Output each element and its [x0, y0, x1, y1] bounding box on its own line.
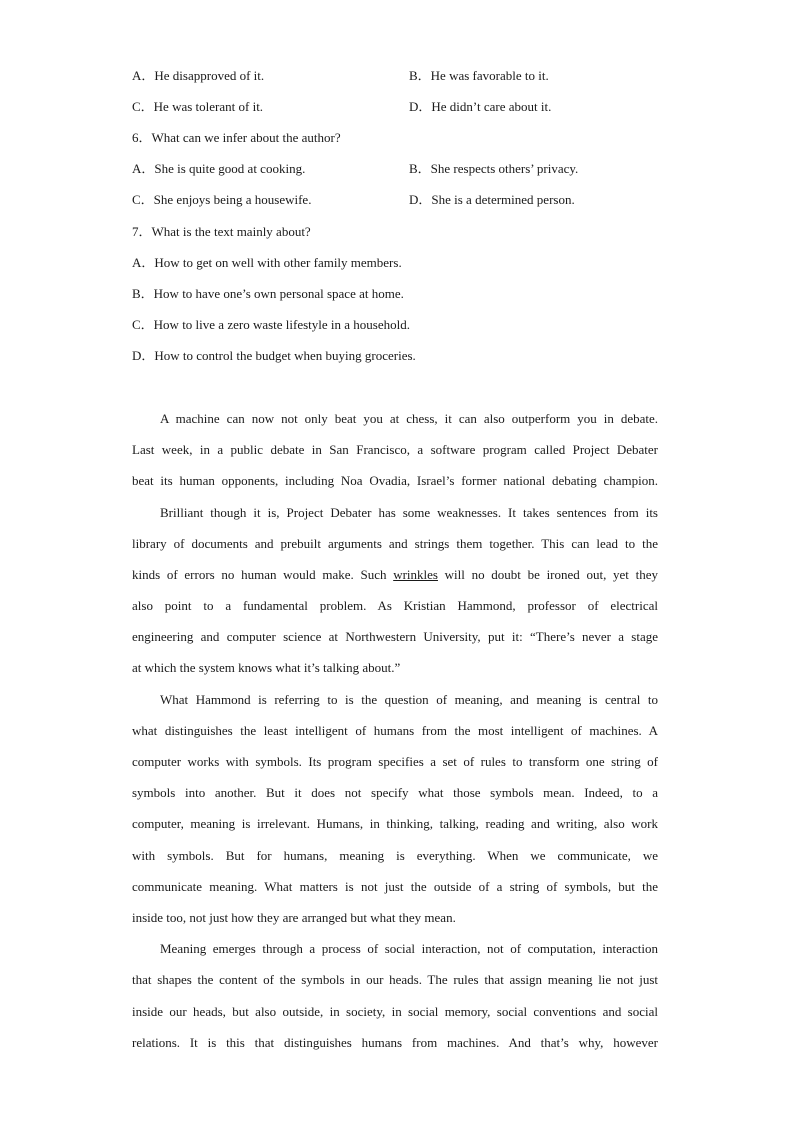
passage-p3-line: computer works with symbols. Its program specifies a set of rules to transform one string of	[132, 754, 658, 769]
q5-option-a: A．He disapproved of it.	[132, 68, 265, 83]
passage-p4-line: that shapes the content of the symbols in our heads. The rules that assign meaning lie not just	[132, 972, 658, 987]
q6-option-c: C．She enjoys being a housewife.	[132, 192, 312, 207]
q5-option-d: D．He didn’t care about it.	[409, 99, 552, 114]
q7-stem: 7．What is the text mainly about?	[132, 224, 311, 239]
passage-p4-line: relations. It is this that distinguishes humans from machines. And that’s why, however	[132, 1035, 658, 1050]
passage-p3-line: computer, meaning is irrelevant. Humans, in thinking, talking, reading and writing, also work	[132, 816, 658, 831]
passage-p3-line: what distinguishes the least intelligent of humans from the most intelligent of machines. A	[132, 723, 658, 738]
passage-p2-line: at which the system knows what it’s talking about.”	[132, 660, 401, 675]
passage-p3-line: communicate meaning. What matters is not just the outside of a string of symbols, but the	[132, 879, 658, 894]
passage-p2-line: also point to a fundamental problem. As Kristian Hammond, professor of electrical	[132, 598, 658, 613]
passage-p1-line: Last week, in a public debate in San Francisco, a software program called Project Debater	[132, 442, 658, 457]
passage-p4-line: Meaning emerges through a process of social interaction, not of computation, interaction	[160, 941, 658, 956]
passage-p2-line: library of documents and prebuilt arguments and strings them together. This can lead to the	[132, 536, 658, 551]
passage-p3-line: symbols into another. But it does not specify what those symbols mean. Indeed, to a	[132, 785, 658, 800]
q7-option-c: C．How to live a zero waste lifestyle in a household.	[132, 317, 410, 332]
q7-option-b: B．How to have one’s own personal space at home.	[132, 286, 404, 301]
underlined-word-wrinkles: wrinkles	[393, 567, 438, 582]
q6-option-d: D．She is a determined person.	[409, 192, 575, 207]
passage-p3-line: What Hammond is referring to is the question of meaning, and meaning is central to	[160, 692, 658, 707]
q5-option-c: C．He was tolerant of it.	[132, 99, 264, 114]
passage-p3-line: inside too, not just how they are arranged but what they mean.	[132, 910, 456, 925]
passage-p3-line: with symbols. But for humans, meaning is everything. When we communicate, we	[132, 848, 658, 863]
passage-p2-line: Brilliant though it is, Project Debater has some weaknesses. It takes sentences from its	[160, 505, 658, 520]
q6-option-a: A．She is quite good at cooking.	[132, 161, 306, 176]
q6-option-b: B．She respects others’ privacy.	[409, 161, 579, 176]
q5-option-b: B．He was favorable to it.	[409, 68, 549, 83]
passage-p4-line: inside our heads, but also outside, in society, in social memory, social conventions and social	[132, 1004, 658, 1019]
passage-text: kinds of errors no human would make. Such	[132, 567, 387, 582]
passage-p1-line: A machine can now not only beat you at chess, it can also outperform you in debate.	[160, 411, 658, 426]
q7-option-a: A．How to get on well with other family members.	[132, 255, 402, 270]
q7-option-d: D．How to control the budget when buying groceries.	[132, 348, 416, 363]
passage-p1-line: beat its human opponents, including Noa Ovadia, Israel’s former national debating champion.	[132, 473, 658, 488]
passage-p2-line: engineering and computer science at Northwestern University, put it: “There’s never a stage	[132, 629, 658, 644]
q6-stem: 6．What can we infer about the author?	[132, 130, 341, 145]
passage-text: will no doubt be ironed out, yet they	[444, 567, 658, 582]
passage-p2-line-wrinkles	[132, 566, 658, 584]
